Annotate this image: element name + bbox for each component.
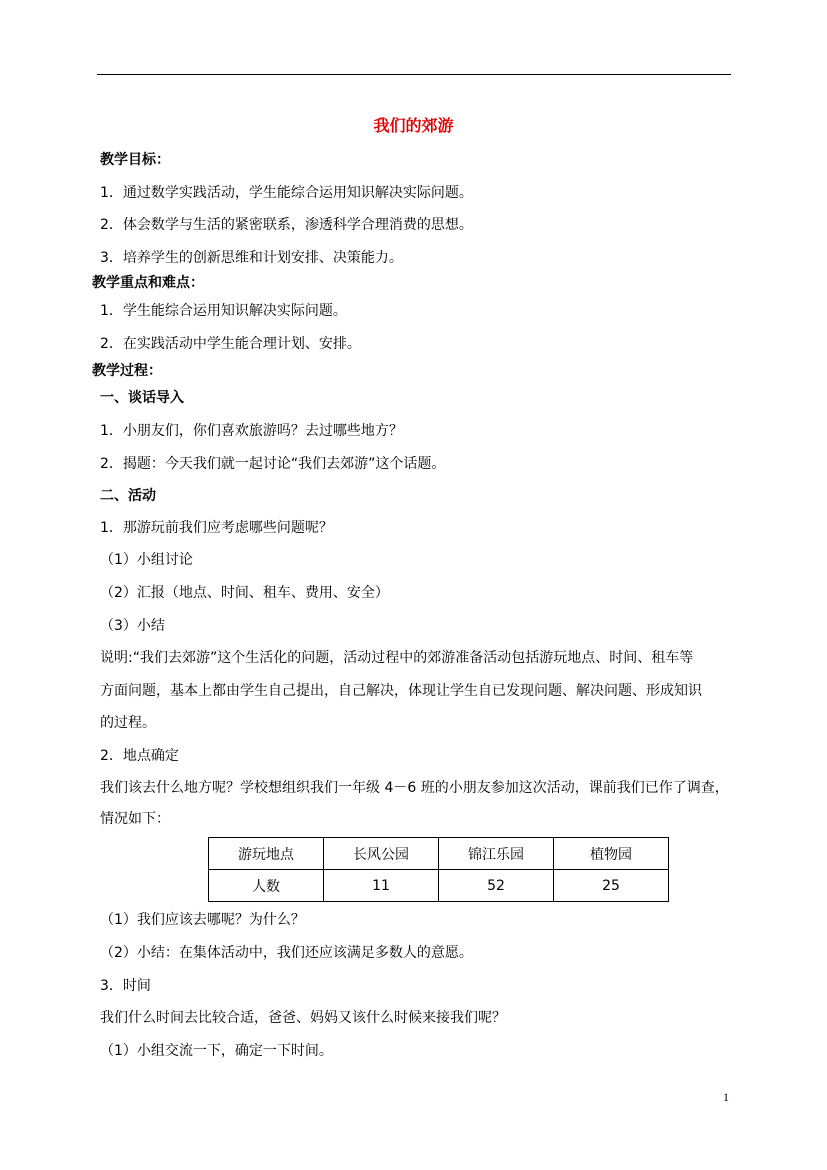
page-number: 1 [723,1090,729,1104]
subheading-intro: 一、谈话导入 [100,390,184,406]
goal-2: 2．体会数学与生活的紧密联系，渗透科学合理消费的思想。 [100,217,473,233]
subheading-activity: 二、活动 [100,488,156,504]
location-para-1: 我们该去什么地方呢？学校想组织我们一年级 4－6 班的小朋友参加这次活动，课前我们已作了调查， [100,780,729,796]
activity-1-1: （1）小组讨论 [100,552,193,568]
activity-1-3: （3）小结 [100,618,165,634]
section-heading-keypoints: 教学重点和难点： [92,275,204,291]
table-cell: 锦江乐园 [439,838,554,870]
activity-1: 1．那游玩前我们应考虑哪些问题呢？ [100,520,333,536]
table-cell: 游玩地点 [209,838,324,870]
table-row [209,870,669,902]
intro-1: 1．小朋友们，你们喜欢旅游吗？去过哪些地方？ [100,423,403,439]
survey-table [208,837,669,902]
keypoint-2: 2．在实践活动中学生能合理计划、安排。 [100,336,361,352]
time-question: 我们什么时间去比较合适，爸爸、妈妈又该什么时候来接我们呢？ [100,1010,506,1026]
note-line-2: 方面问题，基本上都由学生自己提出，自己解决，体现让学生自已发现问题、解决问题、形成知识 [100,683,702,699]
time-discussion: （1）小组交流一下，确定一下时间。 [100,1043,333,1059]
activity-1-2: （2）汇报（地点、时间、租车、费用、安全） [100,585,389,601]
location-question: （1）我们应该去哪呢？为什么？ [100,912,305,928]
header-rule [97,74,731,75]
location-heading: 2．地点确定 [100,748,179,764]
note-line-1: 说明:“我们去郊游”这个生活化的问题，活动过程中的郊游准备活动包括游玩地点、时间、租车等 [100,650,694,666]
table-row [209,838,669,870]
note-line-3: 的过程。 [100,715,156,731]
location-para-2: 情况如下： [100,811,170,827]
goal-1: 1．通过数学实践活动，学生能综合运用知识解决实际问题。 [100,185,473,201]
intro-2: 2．揭题：今天我们就一起讨论“我们去郊游”这个话题。 [100,456,446,472]
section-heading-process: 教学过程： [92,363,162,379]
section-heading-goals: 教学目标： [100,152,170,168]
table-cell: 52 [439,870,554,902]
table-cell: 25 [554,870,669,902]
page-title: 我们的郊游 [373,116,454,135]
keypoint-1: 1．学生能综合运用知识解决实际问题。 [100,303,347,319]
table-cell: 长风公园 [324,838,439,870]
goal-3: 3．培养学生的创新思维和计划安排、决策能力。 [100,250,403,266]
table-cell: 11 [324,870,439,902]
location-summary: （2）小结：在集体活动中，我们还应该满足多数人的意愿。 [100,945,473,961]
time-heading: 3．时间 [100,978,151,994]
table-cell: 植物园 [554,838,669,870]
table-cell: 人数 [209,870,324,902]
